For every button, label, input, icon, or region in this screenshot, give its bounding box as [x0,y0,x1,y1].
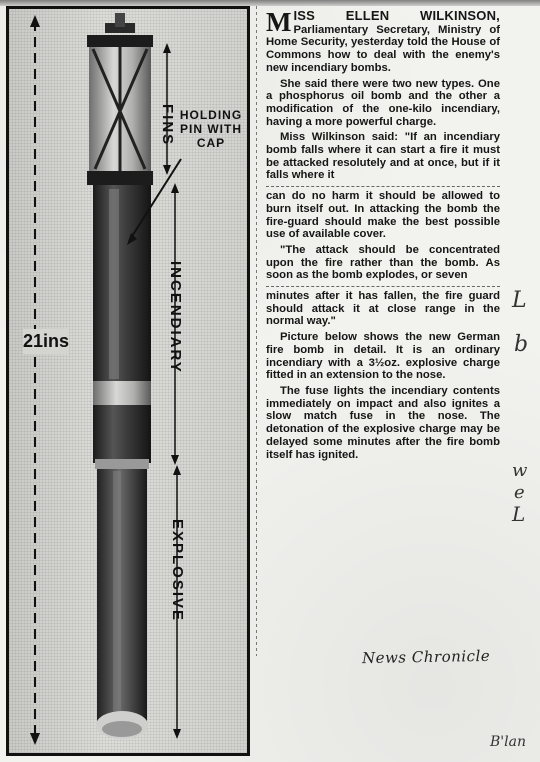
length-label: 21ins [23,329,69,354]
fins-band-top [87,35,153,47]
article-paragraph-3b: can do no harm it should be allowed to burn itself out. In attacking the bomb the fire-guard should make the best possible use of available cover. [266,190,500,241]
margin-mark-4: e [514,482,525,503]
article-text [266,7,500,464]
fins-arrow-bottom [163,165,171,175]
lead-name: ISS ELLEN WILKINSON, [293,8,500,23]
cap-pin [115,13,125,27]
nose-tip-shadow [102,721,142,737]
column-break [266,286,500,287]
lead-rest: Parliamentary Secretary, Ministry of Home Security, yesterday told the House of Commons how to deal with the enemy's new incendiary bombs. [266,23,500,74]
incendiary-lower [93,405,151,463]
incendiary-arrow-top [171,183,179,193]
column-break [266,186,500,187]
explosive-arrow-top [173,465,181,475]
handwritten-source: News Chronicle [361,646,491,668]
column-rule [256,6,257,656]
explosive-highlight [113,471,121,711]
article-paragraph-3a: Miss Wilkinson said: "If an incendiary bomb falls where it can start a fire it must be attacked resolutely and at once, but if it falls where it [266,131,500,182]
incendiary-label: INCENDIARY [167,261,184,374]
article-paragraph-5: Picture below shows the new German fire bomb in detail. It is an ordinary incendiary with a 3½oz. explosive charge fitted in an extension to the nose. [266,331,500,382]
bomb-photo-panel [6,6,250,756]
article-paragraph-2: She said there were two new types. One a phosphorus oil bomb and the other a modification of the one-kilo incendiary, having a more powerful charge. [266,77,500,128]
fins-arrow-top [163,43,171,53]
margin-mark-5: L [512,502,526,526]
fins-label: FINS [159,104,176,147]
incendiary-body [93,185,151,385]
article-paragraph-4b: minutes after it has fallen, the fire guard should attack it at close range in the normal way." [266,290,500,328]
margin-mark-2: b [514,332,529,357]
article-lead [266,7,500,75]
explosive-arrow-bottom [173,729,181,739]
corner-handwritten-note: B'lan [490,734,526,750]
length-arrow-bottom [30,733,40,745]
fins-band-bottom [87,171,153,185]
dropcap: M [266,7,292,37]
explosive-section [97,463,147,723]
incendiary-arrow-bottom [171,455,179,465]
incendiary-highlight [109,189,119,379]
article-paragraph-6: The fuse lights the incendiary contents immediately on impact and also ignites a slow match fuse in the nose. The detonation of the explosive charge may be delayed some minutes after the fire bomb itself has ignited. [266,384,500,461]
explosive-label: EXPLOSIVE [169,519,186,623]
margin-mark-1: L [512,288,527,313]
incendiary-band [93,381,151,405]
holding-pin-label: HOLDING PIN WITH CAP [179,108,243,150]
explosive-band [95,459,149,469]
length-arrow-top [30,15,40,27]
article-paragraph-4a: "The attack should be concentrated upon the fire rather than the bomb. As soon as the bomb explodes, or seven [266,243,500,282]
margin-mark-3: w [512,460,528,481]
